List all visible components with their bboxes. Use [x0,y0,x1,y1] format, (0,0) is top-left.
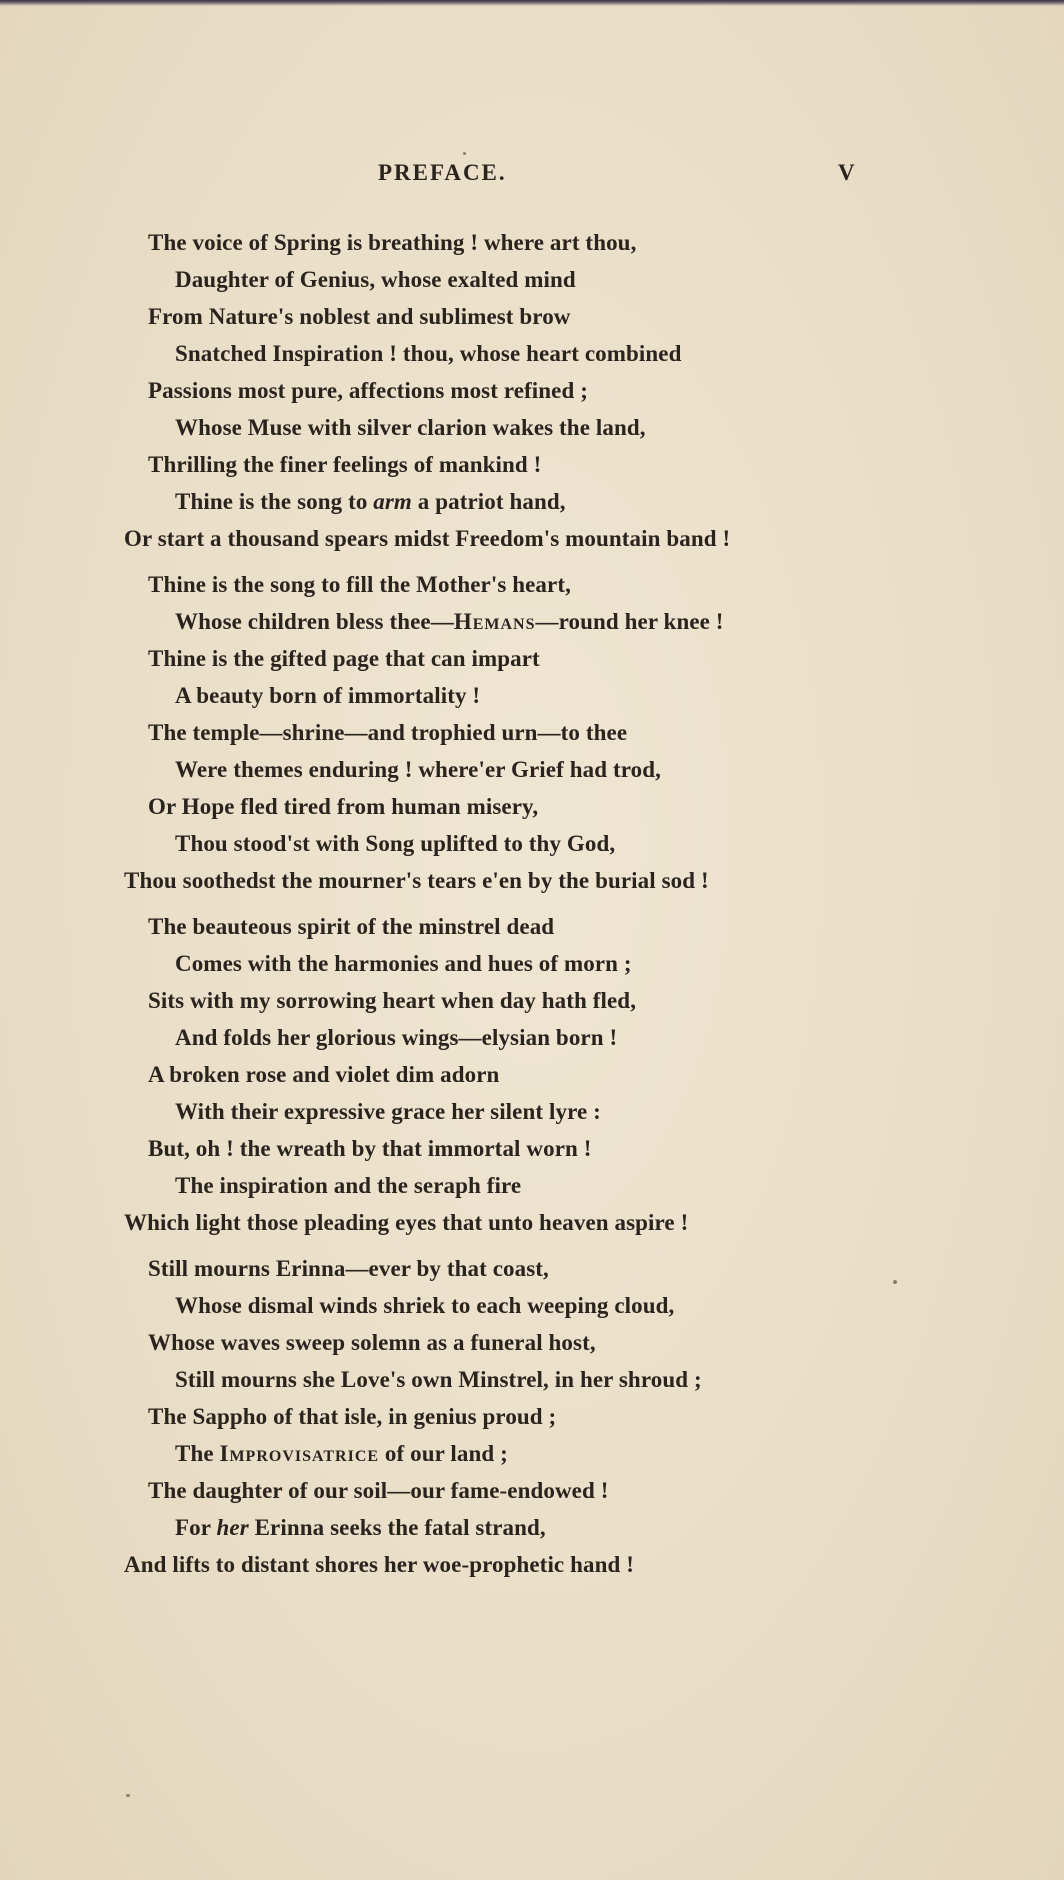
poem-line: But, oh ! the wreath by that immortal worn ! [148,1136,592,1161]
line-text: Thine is the song to [175,489,374,514]
poem-line: Thou soothedst the mourner's tears e'en by the burial sod ! [124,868,709,893]
line-text: For [175,1515,217,1540]
poem-line: The voice of Spring is breathing ! where art thou, [148,230,637,255]
poem-line: With their expressive grace her silent lyre : [175,1099,601,1124]
page-number: V [838,160,855,185]
poem-line: Or start a thousand spears midst Freedom's mountain band ! [124,526,731,551]
small-caps-name: Hemans [453,609,536,634]
poem-line: Daughter of Genius, whose exalted mind [175,267,576,292]
running-head [0,160,1064,192]
poem [0,224,1064,1592]
poem-line: A beauty born of immortality ! [175,683,481,708]
poem-line: And folds her glorious wings—elysian born ! [175,1025,618,1050]
line-text: The [175,1441,220,1466]
stanza-2 [0,566,1064,899]
poem-line: A broken rose and violet dim adorn [148,1062,500,1087]
poem-line: From Nature's noblest and sublimest brow [148,304,571,329]
poem-line: The inspiration and the seraph fire [175,1173,522,1198]
poem-line: Still mourns she Love's own Minstrel, in her shroud ; [175,1367,702,1392]
poem-line: The daughter of our soil—our fame-endowed ! [148,1478,609,1503]
poem-line: The temple—shrine—and trophied urn—to thee [148,720,628,745]
poem-line: Comes with the harmonies and hues of morn ; [175,951,632,976]
poem-line: And lifts to distant shores her woe-prophetic hand ! [124,1552,634,1577]
paper-speck [893,1280,897,1284]
line-text: —round her knee ! [535,609,724,634]
emphasis-word: arm [373,489,412,514]
poem-line [0,1435,1064,1472]
stanza-3 [0,908,1064,1241]
stanza-1 [0,224,1064,557]
poem-line: Whose waves sweep solemn as a funeral host, [148,1330,596,1355]
poem-line: Or Hope fled tired from human misery, [148,794,539,819]
poem-line [0,603,1064,640]
poem-line: Sits with my sorrowing heart when day hath fled, [148,988,637,1013]
emphasis-word: her [216,1515,249,1540]
poem-line: Whose dismal winds shriek to each weeping cloud, [175,1293,675,1318]
poem-line: Still mourns Erinna—ever by that coast, [148,1256,549,1281]
page-top-edge [0,0,1064,6]
poem-line: Thine is the song to fill the Mother's heart, [148,572,571,597]
poem-line: Were themes enduring ! where'er Grief had trod, [175,757,661,782]
poem-line: The Sappho of that isle, in genius proud ; [148,1404,557,1429]
poem-line [0,1509,1064,1546]
poem-line: Whose Muse with silver clarion wakes the land, [175,415,646,440]
line-text: Erinna seeks the fatal strand, [248,1515,546,1540]
poem-line: Thou stood'st with Song uplifted to thy God, [175,831,616,856]
line-text: of our land ; [379,1441,508,1466]
poem-line: Thine is the gifted page that can impart [148,646,540,671]
small-caps-name: Improvisatrice [219,1441,380,1466]
paper-speck [463,152,466,155]
stanza-4 [0,1250,1064,1583]
line-text: Whose children bless thee— [175,609,454,634]
poem-line: The beauteous spirit of the minstrel dead [148,914,555,939]
line-text: a patriot hand, [411,489,566,514]
page-title: PREFACE. [378,160,507,185]
poem-line [0,483,1064,520]
poem-line: Thrilling the finer feelings of mankind ! [148,452,542,477]
poem-line: Snatched Inspiration ! thou, whose heart combined [175,341,682,366]
paper-speck [126,1794,130,1797]
poem-line: Which light those pleading eyes that unto heaven aspire ! [124,1210,689,1235]
poem-line: Passions most pure, affections most refined ; [148,378,588,403]
